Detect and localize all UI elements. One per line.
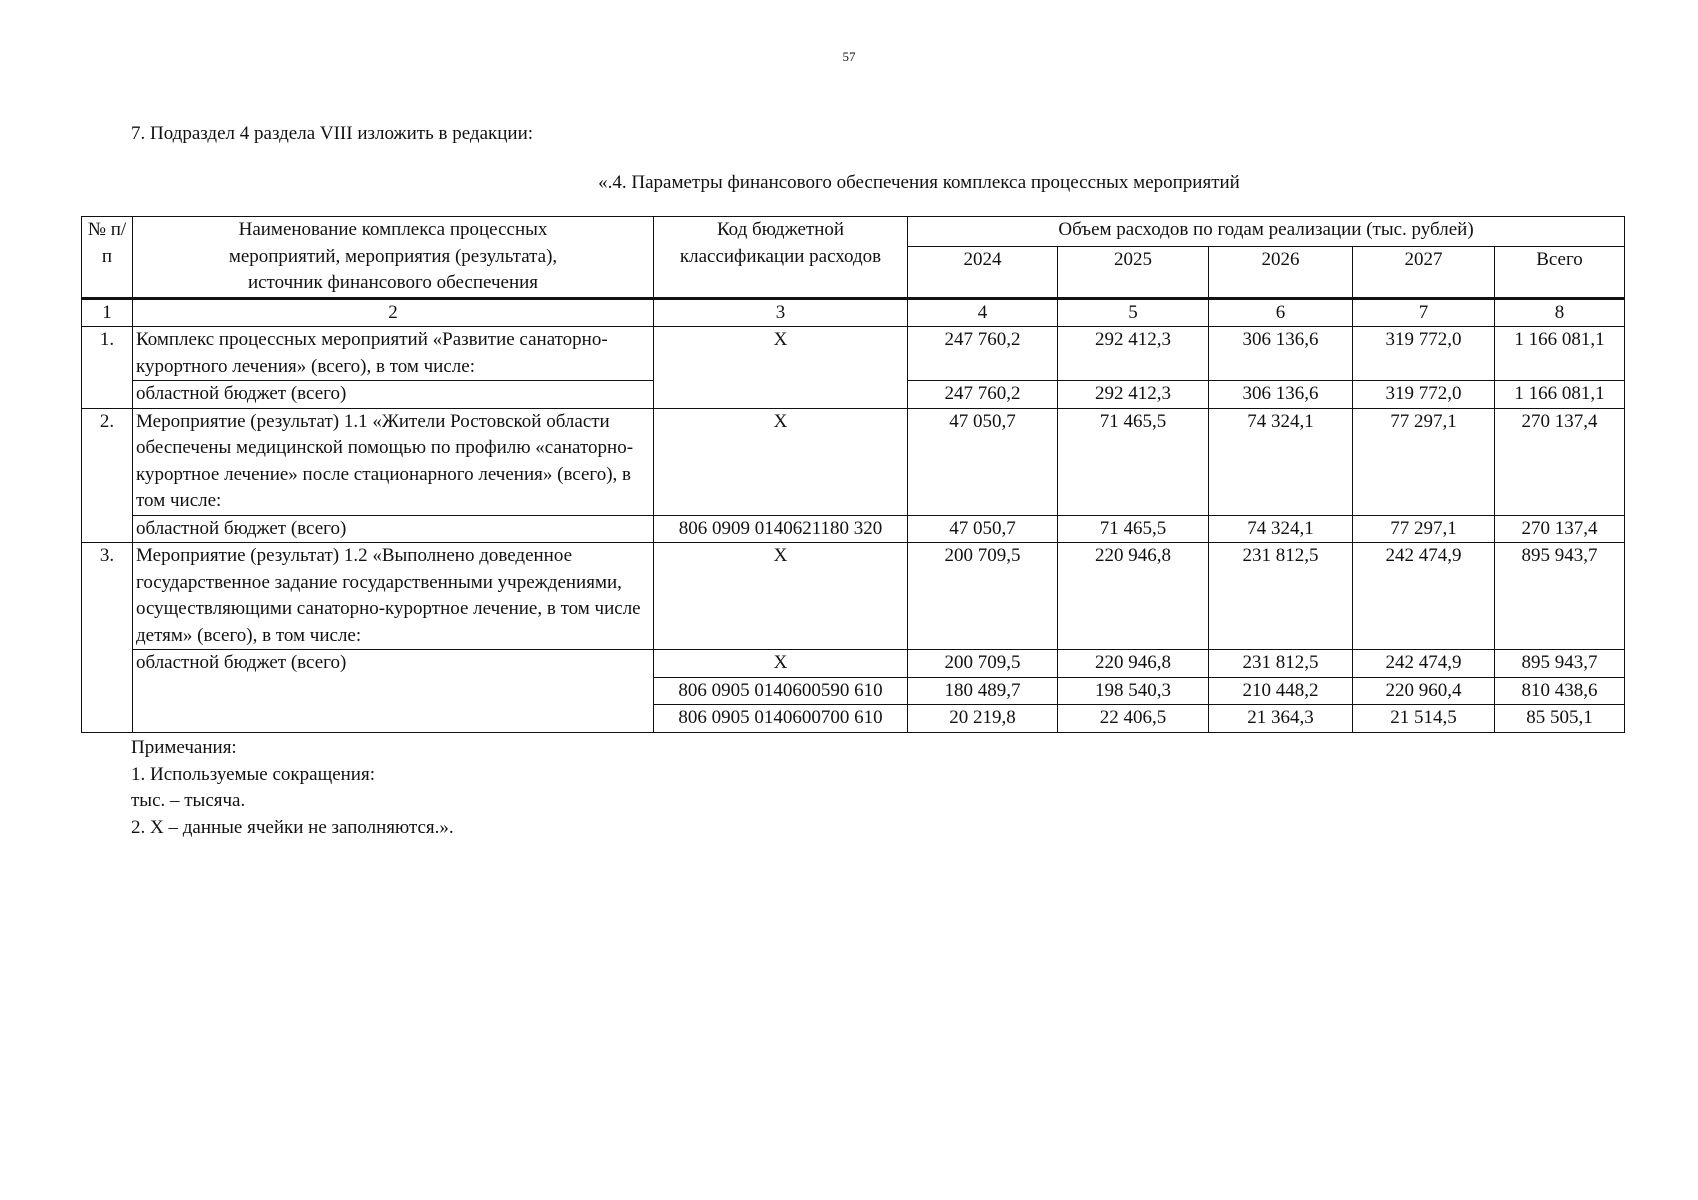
- row-value: 200 709,5: [908, 650, 1058, 678]
- header-row-1: [82, 217, 1625, 247]
- row-value: 47 050,7: [908, 515, 1058, 543]
- header-total: Всего: [1495, 246, 1625, 298]
- row-value: 895 943,7: [1495, 650, 1625, 678]
- row-value: 200 709,5: [908, 543, 1058, 650]
- row-value: 1 166 081,1: [1495, 327, 1625, 381]
- row-value: 270 137,4: [1495, 408, 1625, 515]
- row-code: 806 0905 0140600700 610: [654, 705, 908, 733]
- row-name: областной бюджет (всего): [133, 650, 654, 733]
- notes: [131, 735, 454, 841]
- row-value: 306 136,6: [1209, 327, 1353, 381]
- table-title: «.4. Параметры финансового обеспечения комплекса процессных мероприятий: [598, 172, 1240, 193]
- row-name: Мероприятие (результат) 1.2 «Выполнено доведенное государственное задание государственными учреждениями, осуществляющими санаторно-курортное лечение, в том числе детям» (всего), в том числе:: [133, 543, 654, 650]
- row-value: 306 136,6: [1209, 381, 1353, 409]
- header-year: 2026: [1209, 246, 1353, 298]
- row-value: 247 760,2: [908, 327, 1058, 381]
- row-name: областной бюджет (всего): [133, 381, 654, 409]
- page-number: 57: [842, 49, 856, 64]
- row-value: 247 760,2: [908, 381, 1058, 409]
- row-value: 1 166 081,1: [1495, 381, 1625, 409]
- row-value: 71 465,5: [1058, 515, 1209, 543]
- header-num: № п/п: [82, 217, 133, 299]
- row-value: 21 514,5: [1353, 705, 1495, 733]
- header-code: Код бюджетной классификации расходов: [654, 217, 908, 299]
- row-value: 20 219,8: [908, 705, 1058, 733]
- instruction-text: 7. Подраздел 4 раздела VIII изложить в редакции:: [131, 123, 534, 144]
- row-value: 319 772,0: [1353, 327, 1495, 381]
- header-name: Наименование комплекса процессных мероприятий, мероприятия (результата), источник финансового обеспечения: [133, 217, 654, 299]
- row-value: 210 448,2: [1209, 677, 1353, 705]
- col-number: 5: [1058, 298, 1209, 327]
- row-num: 1.: [82, 327, 133, 409]
- row-value: 220 946,8: [1058, 650, 1209, 678]
- note-line: тыс. – тысяча.: [131, 790, 246, 811]
- row-value: 21 364,3: [1209, 705, 1353, 733]
- row-value: 77 297,1: [1353, 408, 1495, 515]
- row-value: 895 943,7: [1495, 543, 1625, 650]
- financing-table: [81, 216, 1625, 733]
- header-year: 2027: [1353, 246, 1495, 298]
- row-value: 231 812,5: [1209, 543, 1353, 650]
- row-num: 3.: [82, 543, 133, 733]
- col-number: 4: [908, 298, 1058, 327]
- row-name: Мероприятие (результат) 1.1 «Жители Ростовской области обеспечены медицинской помощью по профилю «санаторно-курортное лечение» после стационарного лечения» (всего), в том числе:: [133, 408, 654, 515]
- row-value: 231 812,5: [1209, 650, 1353, 678]
- row-value: 292 412,3: [1058, 327, 1209, 381]
- notes-heading: Примечания:: [131, 737, 237, 758]
- table-row: [82, 515, 1625, 543]
- row-num: 2.: [82, 408, 133, 543]
- col-number: 7: [1353, 298, 1495, 327]
- note-line: 1. Используемые сокращения:: [131, 763, 375, 785]
- col-number: 1: [82, 298, 133, 327]
- row-name: Комплекс процессных мероприятий «Развитие санаторно-курортного лечения» (всего), в том числе:: [133, 327, 654, 381]
- column-number-row: [82, 298, 1625, 327]
- row-value: 292 412,3: [1058, 381, 1209, 409]
- row-code: X: [654, 327, 908, 409]
- header-volume: Объем расходов по годам реализации (тыс. рублей): [908, 217, 1625, 247]
- table-row: [82, 650, 1625, 678]
- table-row: [82, 408, 1625, 515]
- row-value: 242 474,9: [1353, 543, 1495, 650]
- row-value: 180 489,7: [908, 677, 1058, 705]
- row-value: 74 324,1: [1209, 408, 1353, 515]
- table-row: [82, 543, 1625, 650]
- header-year: 2024: [908, 246, 1058, 298]
- row-code: X: [654, 543, 908, 650]
- row-value: 71 465,5: [1058, 408, 1209, 515]
- row-value: 47 050,7: [908, 408, 1058, 515]
- row-value: 220 946,8: [1058, 543, 1209, 650]
- row-code: X: [654, 650, 908, 678]
- row-code: 806 0905 0140600590 610: [654, 677, 908, 705]
- row-value: 22 406,5: [1058, 705, 1209, 733]
- row-value: 77 297,1: [1353, 515, 1495, 543]
- row-code: 806 0909 0140621180 320: [654, 515, 908, 543]
- row-name: областной бюджет (всего): [133, 515, 654, 543]
- row-value: 242 474,9: [1353, 650, 1495, 678]
- row-value: 319 772,0: [1353, 381, 1495, 409]
- row-value: 74 324,1: [1209, 515, 1353, 543]
- row-code: X: [654, 408, 908, 515]
- table-row: [82, 327, 1625, 381]
- col-number: 3: [654, 298, 908, 327]
- row-value: 220 960,4: [1353, 677, 1495, 705]
- row-value: 85 505,1: [1495, 705, 1625, 733]
- row-value: 270 137,4: [1495, 515, 1625, 543]
- note-line: 2. X – данные ячейки не заполняются.».: [131, 816, 454, 838]
- col-number: 2: [133, 298, 654, 327]
- row-value: 198 540,3: [1058, 677, 1209, 705]
- col-number: 8: [1495, 298, 1625, 327]
- row-value: 810 438,6: [1495, 677, 1625, 705]
- header-year: 2025: [1058, 246, 1209, 298]
- col-number: 6: [1209, 298, 1353, 327]
